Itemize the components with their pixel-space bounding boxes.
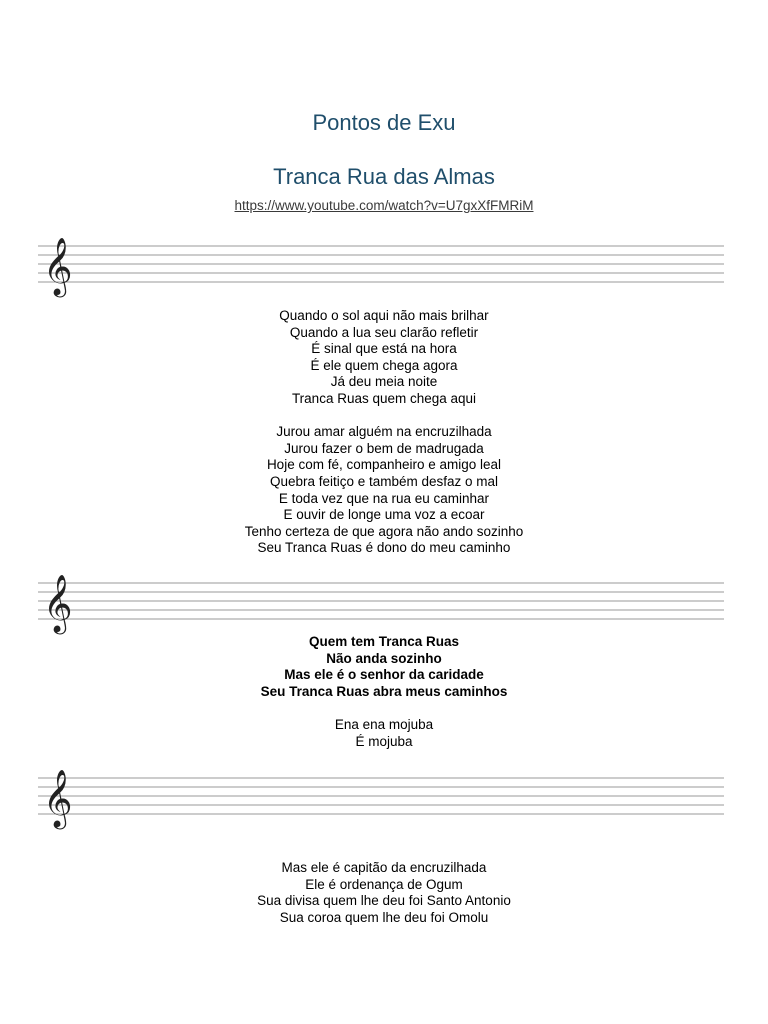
treble-clef-staff-icon — [38, 236, 724, 300]
lyric-line: Quando o sol aqui não mais brilhar — [279, 308, 489, 323]
youtube-link[interactable]: https://www.youtube.com/watch?v=U7gxXfFMRiM — [234, 198, 534, 213]
song-title: Tranca Rua das Almas — [273, 164, 495, 189]
lyric-line: Quebra feitiço e também desfaz o mal — [269, 473, 499, 489]
refrain-line: Ena ena mojuba — [334, 716, 434, 732]
svg-text:𝄞: 𝄞 — [43, 574, 73, 632]
chorus-line: Quem tem Tranca Ruas — [308, 634, 460, 649]
lyric-line: É ele quem chega agora — [310, 357, 458, 373]
lyric-line: É sinal que está na hora — [311, 341, 457, 357]
music-staff-3 — [38, 768, 724, 832]
lyric-line: Já deu meia noite — [330, 374, 438, 390]
lyric-line: Tenho certeza de que agora não ando sozinho — [244, 523, 524, 539]
treble-clef-staff-icon — [38, 573, 724, 637]
lyric-line: Hoje com fé, companheiro e amigo leal — [266, 457, 502, 473]
music-staff-2 — [38, 573, 724, 637]
lyric-line: E toda vez que na rua eu caminhar — [278, 490, 490, 506]
chorus-line: Mas ele é o senhor da caridade — [284, 667, 484, 683]
verse-3 — [0, 860, 768, 926]
lyric-line: Tranca Ruas quem chega aqui — [291, 390, 477, 406]
page-title: Pontos de Exu — [312, 110, 456, 135]
lyric-line: Sua divisa quem lhe deu foi Santo Antonio — [257, 893, 511, 909]
lyric-line: Jurou fazer o bem de madrugada — [284, 440, 484, 456]
lyric-line: Sua coroa quem lhe deu foi Omolu — [279, 909, 489, 925]
verse-1 — [0, 308, 768, 557]
lyric-line: Quando a lua seu clarão refletir — [289, 324, 479, 340]
svg-text:𝄞: 𝄞 — [43, 769, 73, 827]
chorus — [0, 634, 768, 750]
chorus-line: Não anda sozinho — [326, 650, 442, 666]
lyric-line: Seu Tranca Ruas é dono do meu caminho — [257, 540, 511, 556]
lyric-line: E ouvir de longe uma voz a ecoar — [283, 507, 485, 523]
chorus-line: Seu Tranca Ruas abra meus caminhos — [260, 683, 508, 699]
lyric-line: Mas ele é capitão da encruzilhada — [281, 860, 487, 875]
treble-clef-staff-icon — [38, 768, 724, 832]
refrain-line: É mojuba — [355, 733, 413, 749]
svg-text:𝄞: 𝄞 — [43, 237, 73, 295]
music-staff-1 — [38, 236, 724, 300]
lyric-line: Ele é ordenança de Ogum — [305, 876, 463, 892]
lyric-line: Jurou amar alguém na encruzilhada — [276, 424, 492, 440]
